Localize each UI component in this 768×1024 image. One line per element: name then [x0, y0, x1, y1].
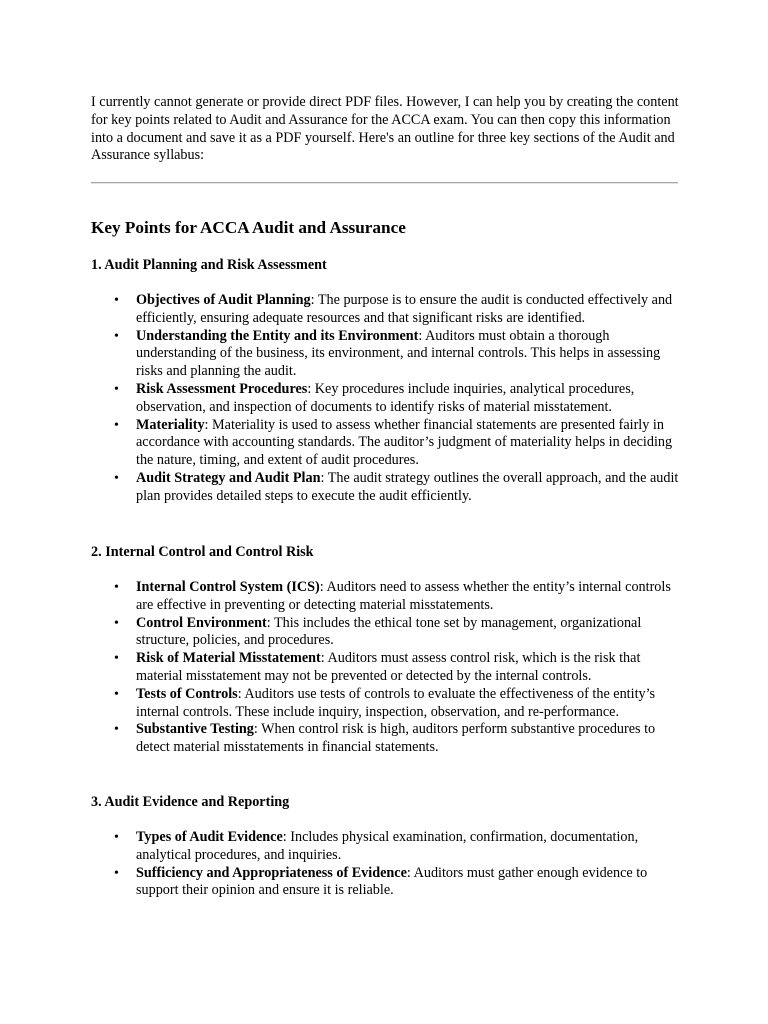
item-term: Objectives of Audit Planning [136, 292, 311, 308]
section-audit-planning [91, 256, 691, 506]
bullet-list [91, 292, 681, 506]
item-text: : The audit strategy outlines the overall approach, and the audit plan provides detailed steps to execute the audit efficiently. [136, 469, 679, 504]
list-item [136, 686, 681, 722]
list-item [136, 721, 681, 757]
item-term: Risk of Material Misstatement [136, 650, 321, 667]
section-heading: 1. Audit Planning and Risk Assessment [91, 257, 327, 273]
item-text: : Auditors use tests of controls to evaluate the effectiveness of the entity’s internal controls. These include inquiry, inspection, observation, and re-performance. [136, 685, 656, 720]
list-item [136, 579, 681, 615]
section-audit-evidence [91, 793, 691, 900]
list-item [136, 865, 681, 901]
list-item [136, 328, 681, 381]
section-internal-control [91, 543, 691, 757]
item-term: Audit Strategy and Audit Plan [136, 469, 321, 486]
list-item [136, 650, 681, 686]
section-heading: 2. Internal Control and Control Risk [91, 544, 314, 560]
document-title: Key Points for ACCA Audit and Assurance [91, 218, 406, 237]
item-text: : Key procedures include inquiries, analytical procedures, observation, and inspection of documents to identify risks of material misstatement. [136, 380, 635, 415]
item-text: : Auditors must gather enough evidence to support their opinion and ensure it is reliable. [136, 864, 648, 899]
item-text: : Includes physical examination, confirmation, documentation, analytical procedures, and inquiries. [136, 829, 639, 863]
list-item [136, 470, 681, 506]
item-text: : The purpose is to ensure the audit is conducted effectively and efficiently, ensuring adequate resources and that significant risks are identified. [136, 292, 673, 326]
list-item [136, 292, 681, 328]
item-term: Sufficiency and Appropriateness of Evidence [136, 864, 407, 881]
item-term: Types of Audit Evidence [136, 829, 283, 845]
list-item [136, 615, 681, 651]
item-text: : This includes the ethical tone set by management, organizational structure, policies, and procedures. [136, 614, 642, 649]
bullet-list [91, 579, 681, 757]
item-term: Understanding the Entity and its Environment [136, 327, 419, 344]
item-term: Control Environment [136, 614, 267, 631]
item-term: Substantive Testing [136, 721, 254, 738]
item-text: : Auditors must obtain a thorough understanding of the business, its environment, and internal controls. This helps in assessing risks and planning the audit. [136, 327, 661, 380]
item-term: Materiality [136, 416, 205, 433]
item-term: Tests of Controls [136, 685, 238, 702]
item-term: Risk Assessment Procedures [136, 380, 308, 397]
item-text: : Auditors must assess control risk, which is the risk that material misstatement may not be prevented or detected by the internal controls. [136, 650, 641, 684]
intro-paragraph: I currently cannot generate or provide direct PDF files. However, I can help you by creating the content for key points related to Audit and Assurance for the ACCA exam. You can then copy this information into a document and save it as a PDF yourself. Here's an outline for three key sections of the Audit and Assurance syllabus: [91, 94, 679, 164]
section-heading: 3. Audit Evidence and Reporting [91, 794, 290, 810]
item-term: Internal Control System (ICS) [136, 579, 320, 595]
horizontal-divider [91, 182, 678, 184]
item-text: : Materiality is used to assess whether financial statements are presented fairly in accordance with accounting standards. The auditor’s judgment of materiality helps in deciding the nature, timing, and extent of audit procedures. [136, 416, 673, 469]
list-item [136, 381, 681, 417]
item-text: : Auditors need to assess whether the entity’s internal controls are effective in preventing or detecting material misstatements. [136, 579, 671, 613]
list-item [136, 829, 681, 865]
item-text: : When control risk is high, auditors perform substantive procedures to detect material misstatements in financial statements. [136, 721, 656, 756]
list-item [136, 417, 681, 470]
bullet-list [91, 829, 681, 900]
